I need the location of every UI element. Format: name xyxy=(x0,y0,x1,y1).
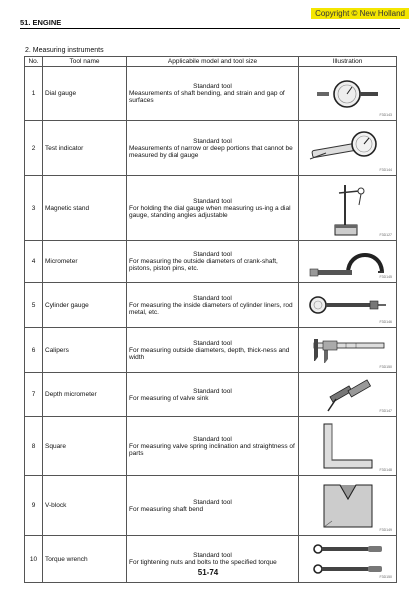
standard-tool-label: Standard tool xyxy=(193,83,232,90)
tool-description-cell xyxy=(127,417,299,476)
tool-description: For measuring outside diameters, depth, thick-ness and width xyxy=(129,346,290,361)
tool-name: Torque wrench xyxy=(43,536,127,583)
illustration-cell xyxy=(299,67,397,121)
illustration-cell xyxy=(299,476,397,536)
dial-gauge-icon xyxy=(313,77,383,111)
standard-tool-label: Standard tool xyxy=(193,251,232,258)
column-header-illustration: Illustration xyxy=(299,57,397,67)
figure-code: F3D148 xyxy=(379,468,392,472)
tool-description: Measurements of shaft bending, and strain and gap of surfaces xyxy=(129,90,285,104)
page-number: 51-74 xyxy=(197,568,219,577)
table-row xyxy=(25,373,397,417)
magnetic-stand-icon xyxy=(323,179,373,237)
section-header: 51. ENGINE xyxy=(20,18,62,27)
row-number: 9 xyxy=(25,476,43,536)
tool-description: For measuring the outside diameters of crank-shaft, pistons, piston pins, etc. xyxy=(129,258,278,272)
tool-name: Calipers xyxy=(43,328,127,373)
tool-description-cell xyxy=(127,283,299,328)
tool-description-cell xyxy=(127,121,299,176)
test-indicator-icon xyxy=(306,129,390,167)
illustration-cell xyxy=(299,176,397,241)
tool-description-cell xyxy=(127,67,299,121)
illustration-cell xyxy=(299,283,397,328)
square-icon xyxy=(318,420,378,472)
row-number: 4 xyxy=(25,241,43,283)
row-number: 10 xyxy=(25,536,43,583)
row-number: 7 xyxy=(25,373,43,417)
standard-tool-label: Standard tool xyxy=(193,339,232,347)
column-header-no: No. xyxy=(25,57,43,67)
tool-description-cell xyxy=(127,241,299,283)
tool-description: For measuring of valve sink xyxy=(129,394,209,402)
row-number: 8 xyxy=(25,417,43,476)
measuring-instruments-table xyxy=(24,56,397,583)
tool-name: Test indicator xyxy=(43,121,127,176)
micrometer-icon xyxy=(308,245,388,279)
row-number: 5 xyxy=(25,283,43,328)
illustration-cell xyxy=(299,328,397,373)
tool-description-cell xyxy=(127,373,299,417)
row-number: 2 xyxy=(25,121,43,176)
depth-micrometer-icon xyxy=(318,377,378,413)
table-row xyxy=(25,283,397,328)
calipers-icon xyxy=(306,335,390,365)
copyright-badge: Copyright © New Holland xyxy=(311,8,409,19)
tool-description: For holding the dial gauge when measuring us-ing a dial gauge, standing angles adjustable xyxy=(129,204,291,219)
figure-code: F3D145 xyxy=(379,275,392,279)
illustration-cell xyxy=(299,241,397,283)
illustration-cell xyxy=(299,417,397,476)
table-row xyxy=(25,241,397,283)
table-row xyxy=(25,176,397,241)
tool-description: For measuring valve spring inclination and straightness of parts xyxy=(129,442,295,457)
standard-tool-label: Standard tool xyxy=(193,197,232,205)
tool-name: Micrometer xyxy=(43,241,127,283)
tool-name: Dial gauge xyxy=(43,67,127,121)
figure-code: F3D143 xyxy=(379,113,392,117)
figure-code: F3D144 xyxy=(379,168,392,172)
section-title: 2. Measuring instruments xyxy=(25,47,104,54)
table-row xyxy=(25,417,397,476)
row-number: 3 xyxy=(25,176,43,241)
standard-tool-label: Standard tool xyxy=(193,387,232,395)
cylinder-gauge-icon xyxy=(306,292,390,318)
illustration-cell xyxy=(299,373,397,417)
tool-description-cell xyxy=(127,328,299,373)
table-row xyxy=(25,67,397,121)
row-number: 6 xyxy=(25,328,43,373)
tool-description: For measuring the inside diameters of cylinder liners, rod metal, etc. xyxy=(129,301,293,316)
tool-description: For measuring shaft bend xyxy=(129,505,204,513)
standard-tool-label: Standard tool xyxy=(193,498,232,506)
row-number: 1 xyxy=(25,67,43,121)
figure-code: F3D149 xyxy=(379,528,392,532)
tool-name: Magnetic stand xyxy=(43,176,127,241)
tool-name: Square xyxy=(43,417,127,476)
standard-tool-label: Standard tool xyxy=(193,552,232,559)
illustration-cell xyxy=(299,121,397,176)
standard-tool-label: Standard tool xyxy=(193,294,232,302)
tool-name: V-block xyxy=(43,476,127,536)
tool-name: Depth micrometer xyxy=(43,373,127,417)
figure-code: F3D147 xyxy=(379,409,392,413)
tool-name: Cylinder gauge xyxy=(43,283,127,328)
figure-code: F3D127 xyxy=(379,233,392,237)
header-divider xyxy=(20,28,400,29)
tool-description-cell xyxy=(127,176,299,241)
figure-code: F3D150 xyxy=(379,365,392,369)
standard-tool-label: Standard tool xyxy=(193,137,232,145)
table-header-row xyxy=(25,57,397,67)
table-row xyxy=(25,476,397,536)
figure-code: F3D146 xyxy=(379,320,392,324)
tool-description: For tightening nuts and bolts to the specified torque xyxy=(129,559,277,566)
table-row xyxy=(25,121,397,176)
v-block-icon xyxy=(318,479,378,533)
column-header-model: Applicabile model and tool size xyxy=(127,57,299,67)
figure-code: F3D150 xyxy=(379,575,392,579)
column-header-tool-name: Tool name xyxy=(43,57,127,67)
table-row xyxy=(25,328,397,373)
standard-tool-label: Standard tool xyxy=(193,435,232,443)
tool-description-cell xyxy=(127,476,299,536)
tool-description: Measurements of narrow or deep portions that cannot be measured by dial gauge xyxy=(129,144,293,159)
